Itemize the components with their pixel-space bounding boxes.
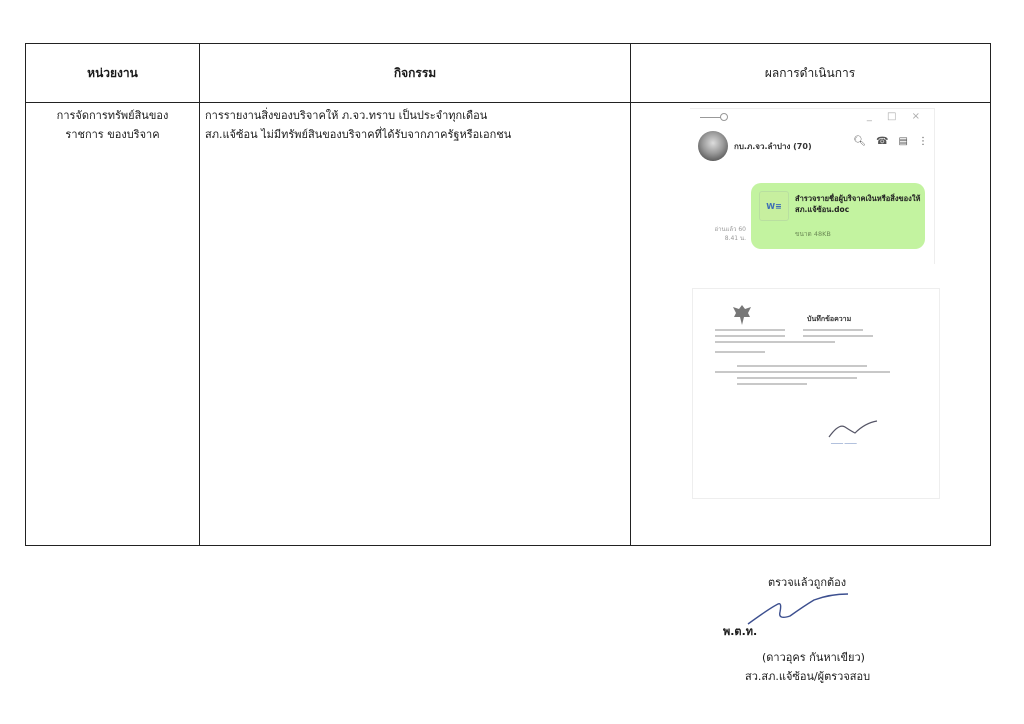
word-file-icon: W≡ xyxy=(759,191,789,221)
slider-knob-icon xyxy=(720,113,728,121)
file-message-bubble xyxy=(751,183,925,249)
search-icon: 🔍︎ xyxy=(853,136,867,147)
chat-toolbar xyxy=(853,136,928,147)
signer-name: (ดาวอุคร กันหาเขียว) xyxy=(762,651,865,664)
activity-cell xyxy=(205,106,625,144)
signer-rank: พ.ต.ท. xyxy=(723,625,758,638)
group-avatar xyxy=(698,131,728,161)
header-unit: หน่วยงาน xyxy=(87,65,138,80)
chat-group-name: กบ.ภ.จว.ลำปาง (70) xyxy=(734,142,812,151)
memo-document-scan xyxy=(692,288,940,499)
signer-position: สว.สภ.แจ้ซ้อน/ผู้ตรวจสอบ xyxy=(745,670,871,683)
message-time: 8.41 น. xyxy=(724,235,746,242)
file-size: ขนาด 48KB xyxy=(795,230,831,238)
unit-cell xyxy=(26,106,199,144)
header-divider xyxy=(26,102,990,103)
file-name: สำรวจรายชื่อผู้บริจาคเงินหรือสิ่งของให้ สภ.แจ้ซ้อน.doc xyxy=(795,194,921,214)
report-table xyxy=(25,43,991,546)
note-icon: ▤ xyxy=(898,136,908,147)
header-result: ผลการดำเนินการ xyxy=(764,65,856,80)
read-count: อ่านแล้ว 60 xyxy=(714,226,746,233)
memo-signature xyxy=(825,417,885,441)
activity-line: สภ.แจ้ซ้อน ไม่มีทรัพย์สินของบริจาคที่ได้รับจากภาครัฐหรือเอกชน xyxy=(205,128,512,141)
header-activity: กิจกรรม xyxy=(393,65,437,80)
more-icon: ⋮ xyxy=(918,136,928,147)
activity-line: การรายงานสิ่งของบริจาคให้ ภ.จว.ทราบ เป็นประจำทุกเดือน xyxy=(205,109,488,122)
window-buttons: _ □ × xyxy=(866,111,926,122)
zoom-slider xyxy=(700,117,722,118)
line-chat-screenshot xyxy=(690,108,935,264)
unit-line: ราชการ ของบริจาค xyxy=(65,128,160,141)
read-info xyxy=(694,225,746,243)
garuda-emblem-icon xyxy=(731,303,753,327)
memo-signer: ──── ──── xyxy=(831,441,857,447)
column-divider xyxy=(199,44,200,545)
phone-icon: ☎ xyxy=(876,136,889,147)
verified-label: ตรวจแล้วถูกต้อง xyxy=(768,576,847,589)
column-divider xyxy=(630,44,631,545)
unit-line: การจัดการทรัพย์สินของ xyxy=(56,109,169,122)
signature xyxy=(742,586,852,630)
memo-title: บันทึกข้อความ xyxy=(807,315,852,323)
